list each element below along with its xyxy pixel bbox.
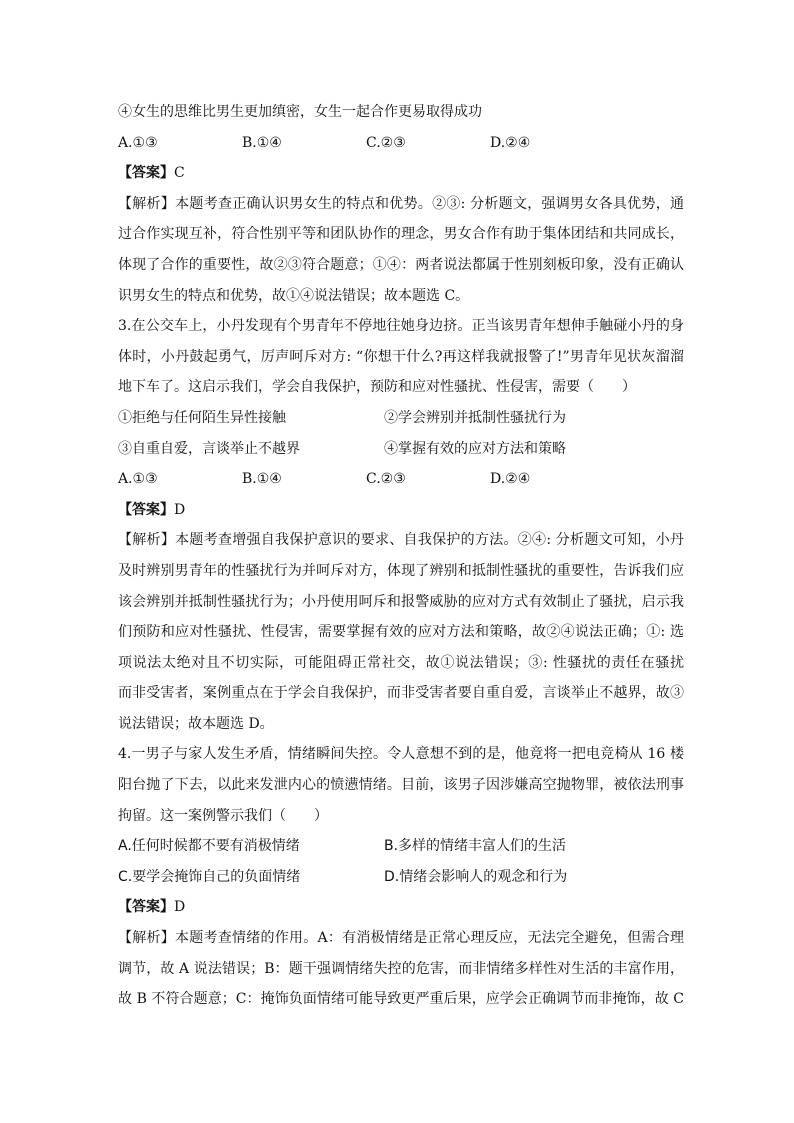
q4-analysis-line: 调节，故 A 说法错误；B：题干强调情绪失控的危害，而非情绪多样性对生活的丰富作用，	[118, 960, 684, 977]
q3-statement-4: ④掌握有效的应对方法和策略	[384, 440, 566, 457]
q4-option-c: C.要学会掩饰自己的负面情绪	[118, 868, 301, 885]
q2-analysis-line: 过合作实现互补，符合性别平等和团队协作的理念，男女合作有助于集体团结和共同成长，	[118, 226, 684, 243]
q3-stem-line: 地下车了。这启示我们，学会自我保护，预防和应对性骚扰、性侵害，需要（ ）	[118, 379, 636, 396]
q2-analysis-line: 【解析】本题考查正确认识男女生的特点和优势。②③: 分析题文，强调男女各具优势，通	[118, 195, 684, 212]
q4-analysis-line: 故 B 不符合题意；C：掩饰负面情绪可能导致更严重后果，应学会正确调节而非掩饰，故 C	[118, 991, 684, 1008]
q4-stem-line: 拘留。这一案例警示我们（ ）	[118, 807, 328, 824]
q2-options	[118, 128, 684, 159]
q3-analysis-line: 该会辨别并抵制性骚扰行为；小丹使用呵斥和报警威胁的应对方式有效制止了骚扰，启示我	[118, 593, 684, 610]
q3-analysis-line: 及时辨别男青年的性骚扰行为并呵斥对方，体现了辨别和抵制性骚扰的重要性，告诉我们应	[118, 562, 684, 579]
document-page	[118, 97, 684, 1015]
q3-analysis-line: 【解析】本题考查增强自我保护意识的要求、自我保护的方法。②④: 分析题文可知，小丹	[118, 532, 684, 549]
q4-analysis-line: 【解析】本题考查情绪的作用。A：有消极情绪是正常心理反应，无法完全避免，但需合理	[118, 930, 684, 947]
q3-analysis-line: 而非受害者，案例重点在于学会自我保护，而非受害者要自重自爱，言谈举止不越界，故③	[118, 685, 684, 702]
q3-answer	[118, 495, 684, 526]
q2-analysis-line: 识男女生的特点和优势，故①④说法错误；故本题选 C。	[118, 287, 470, 304]
q3-analysis-line: 说法错误；故本题选 D。	[118, 715, 274, 732]
q3-option-d: D.②④	[490, 471, 531, 488]
q3-option-c: C.②③	[366, 471, 406, 488]
q3-statements-row	[118, 434, 684, 465]
answer-label: 【答案】	[118, 165, 174, 182]
answer-label: 【答案】	[118, 899, 174, 916]
q3-option-b: B.①④	[242, 471, 282, 488]
answer-label: 【答案】	[118, 501, 174, 518]
q4-options-row	[118, 862, 684, 893]
q3-statements-row	[118, 403, 684, 434]
q4-stem-line: 阳台抛了下去，以此来发泄内心的愤懑情绪。目前，该男子因涉嫌高空抛物罪，被依法刑事	[118, 777, 684, 794]
q3-stem-line: 3.在公交车上，小丹发现有个男青年不停地往她身边挤。正当该男青年想伸手触碰小丹的身	[118, 318, 684, 335]
q4-answer-value: D	[174, 899, 186, 916]
q3-analysis-line: 们预防和应对性骚扰、性侵害，需要掌握有效的应对方法和策略，故②④说法正确；①: 选	[118, 624, 684, 641]
q3-statement-2: ②学会辨别并抵制性骚扰行为	[384, 409, 566, 426]
q4-option-a: A.任何时候都不要有消极情绪	[118, 838, 300, 855]
q2-answer	[118, 158, 684, 189]
q4-option-d: D.情绪会影响人的观念和行为	[384, 868, 568, 885]
q2-analysis-line: 体现了合作的重要性，故②③符合题意；①④：两者说法都属于性别刻板印象，没有正确认	[118, 256, 684, 273]
q2-statement-4: ④女生的思维比男生更加缜密，女生一起合作更易取得成功	[118, 104, 482, 120]
q3-options	[118, 464, 684, 495]
q3-option-a: A.①③	[118, 471, 158, 488]
q4-stem-line: 4.一男子与家人发生矛盾，情绪瞬间失控。令人意想不到的是，他竟将一把电竞椅从 16 楼	[118, 746, 684, 763]
q2-option-b: B.①④	[242, 134, 282, 151]
q2-option-d: D.②④	[490, 134, 531, 151]
q2-option-a: A.①③	[118, 134, 158, 151]
q4-options-row	[118, 831, 684, 862]
q4-option-b: B.多样的情绪丰富人们的生活	[384, 838, 567, 855]
q3-statement-1: ①拒绝与任何陌生异性接触	[118, 409, 286, 426]
q3-statement-3: ③自重自爱，言谈举止不越界	[118, 440, 300, 457]
q3-stem-line: 体时，小丹鼓起勇气，厉声呵斥对方: “你想干什么?再这样我就报警了!”男青年见状灰溜溜	[118, 348, 684, 365]
q2-option-c: C.②③	[366, 134, 406, 151]
q4-answer	[118, 892, 684, 923]
q3-analysis-line: 项说法太绝对且不切实际，可能阻碍正常社交，故①说法错误；③: 性骚扰的责任在骚扰	[118, 654, 684, 671]
q2-answer-value: C	[174, 165, 185, 182]
q3-answer-value: D	[174, 501, 186, 518]
